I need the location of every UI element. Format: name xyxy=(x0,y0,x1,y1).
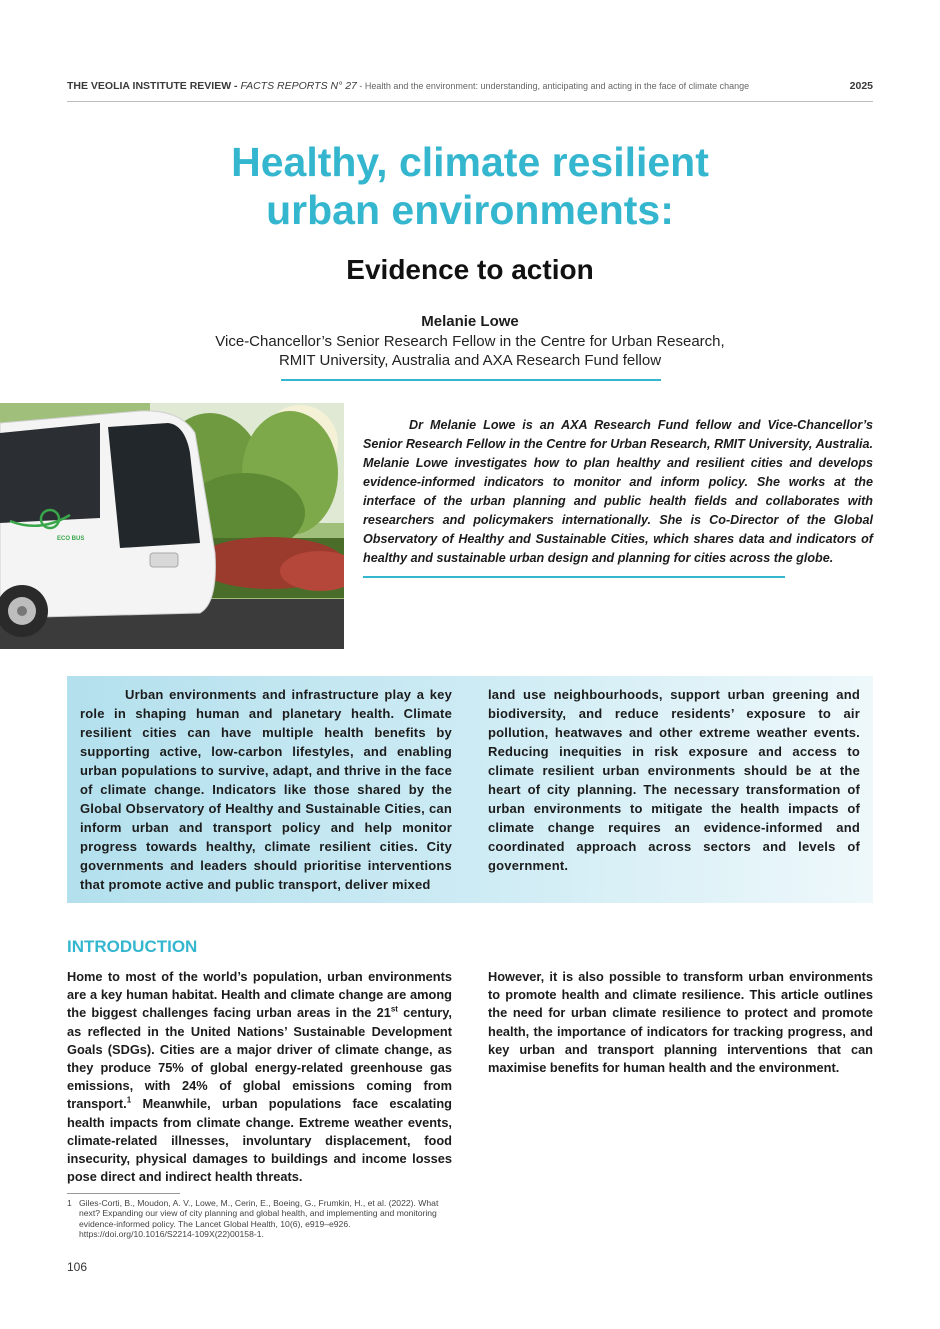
footnote xyxy=(67,1198,457,1239)
article-subtitle: Evidence to action xyxy=(346,254,594,285)
title-line-1: Healthy, climate resilient xyxy=(231,139,709,185)
title-line-2: urban environments: xyxy=(266,187,674,233)
header-year: 2025 xyxy=(849,80,873,92)
abstract-text-right: land use neighbourhoods, support urban greening and biodiversity, and reduce residents’ exposure to air pollution, heatwaves and other extreme weather events. Reducing inequities in risk exposure and access to climate resilient urban environments should be at the heart of city planning. The necessary transformation of urban environments to mitigate the health impacts of climate change requires an evidence-informed and coordinated approach across sectors and levels of government. xyxy=(488,687,860,873)
intro-text-part-2: century, as reflected in the United Nations’ Sustainable Development Goals (SDGs). Cities are a major driver of climate change, as they produce 75% of global energy-related greenhouse gas emissions, with 24% of global emissions coming from transport. xyxy=(67,1005,452,1112)
bus-label: ECO BUS xyxy=(57,536,85,542)
intro-text-part-1: Home to most of the world’s population, urban environments are a key human habitat. Health and climate change are among the biggest challenges facing urban areas in the 21 xyxy=(67,969,452,1021)
ordinal-superscript: st xyxy=(390,1005,398,1015)
affiliation-line-2: RMIT University, Australia and AXA Research Fund fellow xyxy=(278,352,662,369)
footnote-reference: 1 xyxy=(126,1096,132,1106)
footnote-text: Giles-Corti, B., Moudon, A. V., Lowe, M., Cerin, E., Boeing, G., Frumkin, H., et al. (2022). What next? Expanding our view of city planning and global health, and implementing and monitoring evidence-informed policy. The Lancet Global Health, 10(6), e919–e926. https://doi.org/10.1016/S2214-109X(22)00158-1. xyxy=(79,1198,439,1239)
affiliation-line-1: Vice-Chancellor’s Senior Research Fellow in the Centre for Urban Research, xyxy=(215,333,725,350)
bio-underline xyxy=(363,576,785,578)
article-title xyxy=(0,138,940,234)
issue-subtitle: - Health and the environment: understanding, anticipating and acting in the face of climate change xyxy=(356,81,750,91)
author-affiliation xyxy=(0,332,940,370)
intro-column-left xyxy=(67,968,452,1186)
abstract-box xyxy=(67,676,873,903)
page-number: 106 xyxy=(67,1260,88,1274)
intro-text-part-3: Meanwhile, urban populations face escalating health impacts from climate change. Extreme weather events, climate-related illnesses, involuntary displacement, food insecurity, physical damages to buildings and income losses pose direct and indirect health threats. xyxy=(67,1096,452,1185)
author-bio xyxy=(363,416,873,568)
publication-name: THE VEOLIA INSTITUTE REVIEW - xyxy=(67,80,241,92)
bus-illustration xyxy=(0,403,344,649)
intro-paragraph-1 xyxy=(67,968,452,1186)
bio-text: Dr Melanie Lowe is an AXA Research Fund fellow and Vice-Chancellor’s Senior Research Fellow in the Centre for Urban Research, RMIT University, Australia. Melanie Lowe investigates how to plan healthy and resilient cities and develops evidence-informed indicators to monitor and inform policy. She works at the interface of the urban planning and public health fields and collaborates with researchers and policymakers internationally. She is Co-Director of the Global Observatory of Healthy and Sustainable Cities, which shares data and indicators of healthy and sustainable urban design and planning for cities across the globe. xyxy=(363,418,873,565)
section-heading-introduction: INTRODUCTION xyxy=(67,937,198,956)
footnote-divider xyxy=(67,1193,180,1194)
running-header xyxy=(67,80,873,92)
abstract-text-left: Urban environments and infrastructure play a key role in shaping human and planetary health. Climate resilient cities can have multiple health benefits by supporting active, low-carbon lifestyles, and enabling urban populations to survive, adapt, and thrive in the face of climate change. Indicators like those shared by the Global Observatory of Healthy and Sustainable Cities, can inform urban and transport policy and help monitor progress towards healthy, climate resilient cities. City governments and leaders should prioritise interventions that promote active and public transport, deliver mixed xyxy=(80,687,452,892)
series-name: FACTS REPORTS N° 27 xyxy=(240,80,357,92)
intro-column-right xyxy=(488,968,873,1077)
footnote-number: 1 xyxy=(67,1198,72,1208)
author-name: Melanie Lowe xyxy=(421,313,519,330)
eco-bus-photo xyxy=(0,403,344,649)
affiliation-underline xyxy=(281,379,661,381)
header-divider xyxy=(67,101,873,102)
intro-paragraph-2: However, it is also possible to transform urban environments to promote health and climate resilience. This article outlines the need for urban climate resilience to protect and promote health, the importance of indicators for tracking progress, and key urban and transport planning interventions that can maximise benefits for human health and the environment. xyxy=(488,969,873,1076)
abstract-column-left xyxy=(80,685,452,894)
abstract-column-right xyxy=(488,685,860,875)
